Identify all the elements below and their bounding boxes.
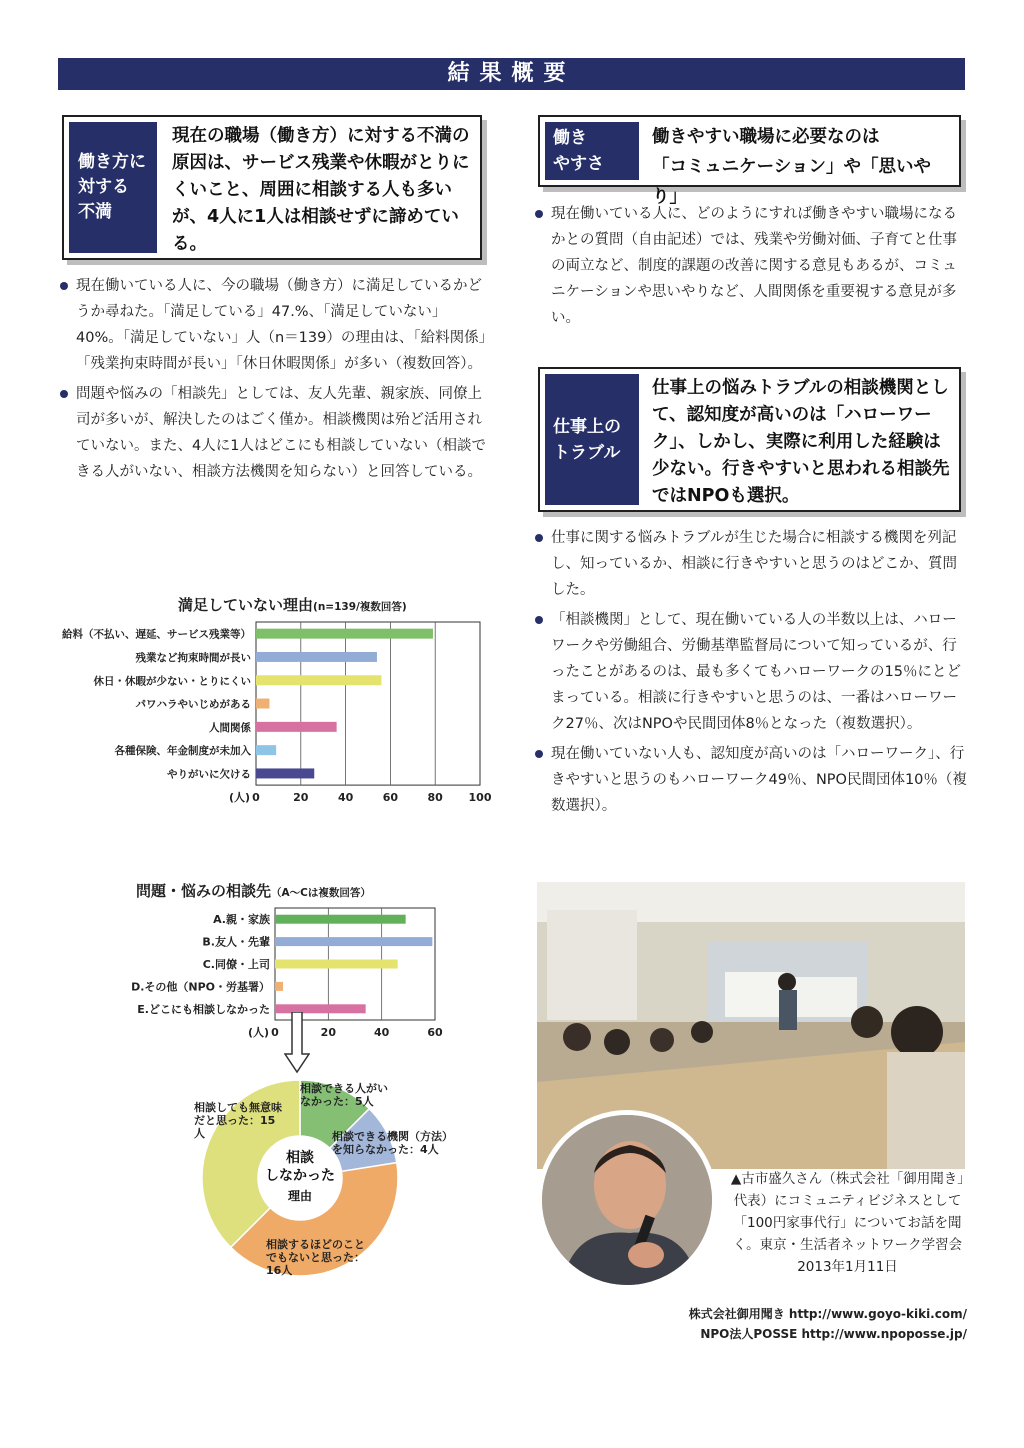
tag-line: やすさ	[553, 154, 604, 174]
axis-unit-label: (人)	[247, 1026, 269, 1039]
slice-label: 相談するほどのことでもないと思った： 16人	[266, 1238, 365, 1277]
tick-label: 40	[337, 791, 354, 805]
slice-label: 相談できる機関（方法）を知らなかった：4人	[332, 1130, 453, 1156]
plot-area	[256, 622, 480, 785]
bullet-text: 「相談機関」として、現在働いている人の半数以上は、ハローワークや労働組合、労働基準監督局について知っているが、行ったことがあるのは、最も多くてもハローワークの15％にとどまっている。相談に行きやすいと思うのは、一番はハローワーク27％、次はNPOや民間団体8％となった（複数選択）。	[551, 612, 961, 732]
bar	[256, 699, 269, 709]
bar-chart-svg	[60, 590, 500, 810]
category-label: 休日・休暇が少ない・とりにくい	[93, 675, 251, 688]
goyo-kiki-link[interactable]: 株式会社御用聞き http://www.goyo-kiki.com/	[688, 1307, 967, 1321]
bullet-paragraph	[535, 201, 967, 331]
chart-title-text: 問題・悩みの相談先	[136, 882, 272, 900]
bar	[275, 915, 406, 924]
category-label: 給料（不払い、遅延、サービス残業等）	[62, 628, 251, 641]
tick-label: 20	[320, 1026, 336, 1039]
workability-text	[535, 201, 967, 335]
trouble-headline: 仕事上の悩みトラブルの相談機関として、認知度が高いのは「ハローワーク」、しかし、実際に利用した経験は少ない。行きやすいと思われる相談先ではNPOも選択。	[652, 378, 950, 506]
trouble-tag	[545, 374, 639, 505]
category-label: 各種保険、年金制度が未加入	[114, 745, 251, 758]
category-label: C.同僚・上司	[202, 958, 270, 971]
bullet-icon	[535, 534, 543, 542]
tick-label: 0	[271, 1026, 279, 1039]
bullet-icon	[535, 750, 543, 758]
footer-links	[600, 1304, 967, 1344]
bar	[256, 675, 381, 685]
speaker-portrait	[537, 1110, 717, 1290]
bullet-paragraph	[535, 525, 967, 603]
chart-title	[178, 594, 407, 615]
speaker-portrait-illustration	[542, 1115, 712, 1285]
bullet-icon	[535, 616, 543, 624]
tag-line: トラブル	[553, 443, 621, 463]
bullet-text: 仕事に関する悩みトラブルが生じた場合に相談する機関を列記し、知っているか、相談に行きやすいと思うのはどこか、質問した。	[551, 530, 957, 598]
trouble-header-box	[538, 367, 961, 512]
tick-label: 0	[252, 791, 260, 805]
bar	[256, 722, 337, 732]
consultation-target-chart	[60, 880, 480, 1045]
summary-banner: 結果概要	[58, 58, 965, 90]
tag-line: 仕事上の	[553, 417, 621, 437]
bullet-text: 問題や悩みの「相談先」としては、友人先輩、親家族、同僚上司が多いが、解決したのはごく僅か。相談機関は殆ど活用されていない。また、4人に1人はどこにも相談していない（相談できる人がいない、相談方法機関を知らない）と回答している。	[76, 386, 486, 480]
workability-header-box	[538, 115, 961, 207]
dissatisfaction-reasons-chart	[60, 590, 500, 810]
posse-link[interactable]: NPO法人POSSE http://www.npoposse.jp/	[700, 1327, 967, 1341]
bar	[256, 745, 276, 755]
category-label: やりがいに欠ける	[167, 768, 251, 781]
category-label: 残業など拘束時間が長い	[135, 651, 251, 664]
bullet-text: 現在働いている人に、どのようにすれば働きやすい職場になるかとの質問（自由記述）では、残業や労働対価、子育てと仕事の両立など、制度的課題の改善に関する意見もあるが、コミュニケーションや思いやりなど、人間関係を重要視する意見が多い。	[551, 206, 957, 326]
bar	[275, 982, 283, 991]
category-label: B.友人・先輩	[202, 935, 270, 949]
category-label: パワハラやいじめがある	[135, 698, 251, 711]
chart-title	[136, 880, 371, 901]
bullet-icon	[535, 210, 543, 218]
category-label: D.その他（NPO・労基署）	[131, 980, 270, 994]
dissatisfaction-headline: 現在の職場（働き方）に対する不満の原因は、サービス残業や休暇がとりにくいこと、周囲に相談する人も多いが、4人に1人は相談せずに諦めている。	[172, 126, 470, 254]
tick-label: 60	[382, 791, 399, 805]
tick-label: 20	[293, 791, 309, 805]
bullet-text: 現在働いている人に、今の職場（働き方）に満足しているかどうか尋ねた。「満足している」47.%、「満足していない」40%。「満足していない」人（n＝139）の理由は、「給料関係」「残業拘束時間が長い」「休日休暇関係」が多い（複数回答）。	[76, 278, 486, 372]
slice-label: 相談しても無意味だと思った：15 人	[194, 1101, 282, 1140]
category-label: 人間関係	[209, 721, 251, 734]
tick-label: 80	[427, 791, 443, 805]
pie-center-label: 相談しなかった理由	[265, 1150, 335, 1203]
tick-label: 100	[468, 791, 492, 805]
chart-subtitle: （A〜Cは複数回答）	[271, 887, 371, 899]
bar	[275, 937, 432, 946]
headline-line: 働きやすい職場に必要なのは	[652, 127, 880, 147]
axis-unit-label: (人)	[228, 791, 250, 805]
bullet-paragraph	[535, 607, 967, 737]
photo-caption: ▲古市盛久さん（株式会社「御用聞き」代表）にコミュニティビジネスとして「100円家事代行」についてお話を聞く。東京・生活者ネットワーク学習会 2013年1月11日	[730, 1171, 976, 1275]
bullet-icon	[60, 390, 68, 398]
pie-chart-svg	[180, 1070, 460, 1285]
no-consult-reason-pie	[180, 1070, 460, 1285]
dissatisfaction-header-box	[62, 115, 482, 260]
tag-line: 対する	[78, 177, 129, 197]
bar	[256, 629, 433, 639]
chart-subtitle: (n=139/複数回答)	[313, 601, 407, 613]
tick-label: 60	[427, 1026, 443, 1039]
chart-title-text: 満足していない理由	[178, 596, 314, 614]
tag-line: 働き	[553, 128, 587, 148]
bar	[256, 768, 314, 778]
bullet-text: 現在働いていない人も、認知度が高いのは「ハローワーク」、行きやすいと思うのもハローワーク49％、NPO民間団体10％（複数選択）。	[551, 746, 967, 814]
dissatisfaction-text	[60, 273, 488, 489]
dissatisfaction-tag	[69, 122, 157, 253]
tag-line: 不満	[78, 202, 112, 222]
bullet-icon	[60, 282, 68, 290]
bullet-paragraph	[60, 381, 488, 485]
bar	[256, 652, 377, 662]
category-label: E.どこにも相談しなかった	[137, 1002, 270, 1016]
slice-label: 相談できる人がいなかった：5人	[300, 1082, 388, 1108]
tick-label: 40	[374, 1026, 390, 1039]
trouble-text	[535, 525, 967, 823]
workability-tag	[545, 122, 639, 180]
bullet-paragraph	[60, 273, 488, 377]
down-arrow-icon	[284, 1012, 310, 1074]
category-label: A.親・家族	[213, 913, 270, 927]
tag-line: 働き方に	[78, 152, 146, 172]
workability-headline	[652, 122, 952, 212]
bar	[275, 960, 398, 969]
bar-chart-svg	[60, 880, 480, 1045]
bullet-paragraph	[535, 741, 967, 819]
headline-line: 「コミュニケーション」や「思いやり」	[652, 157, 931, 207]
